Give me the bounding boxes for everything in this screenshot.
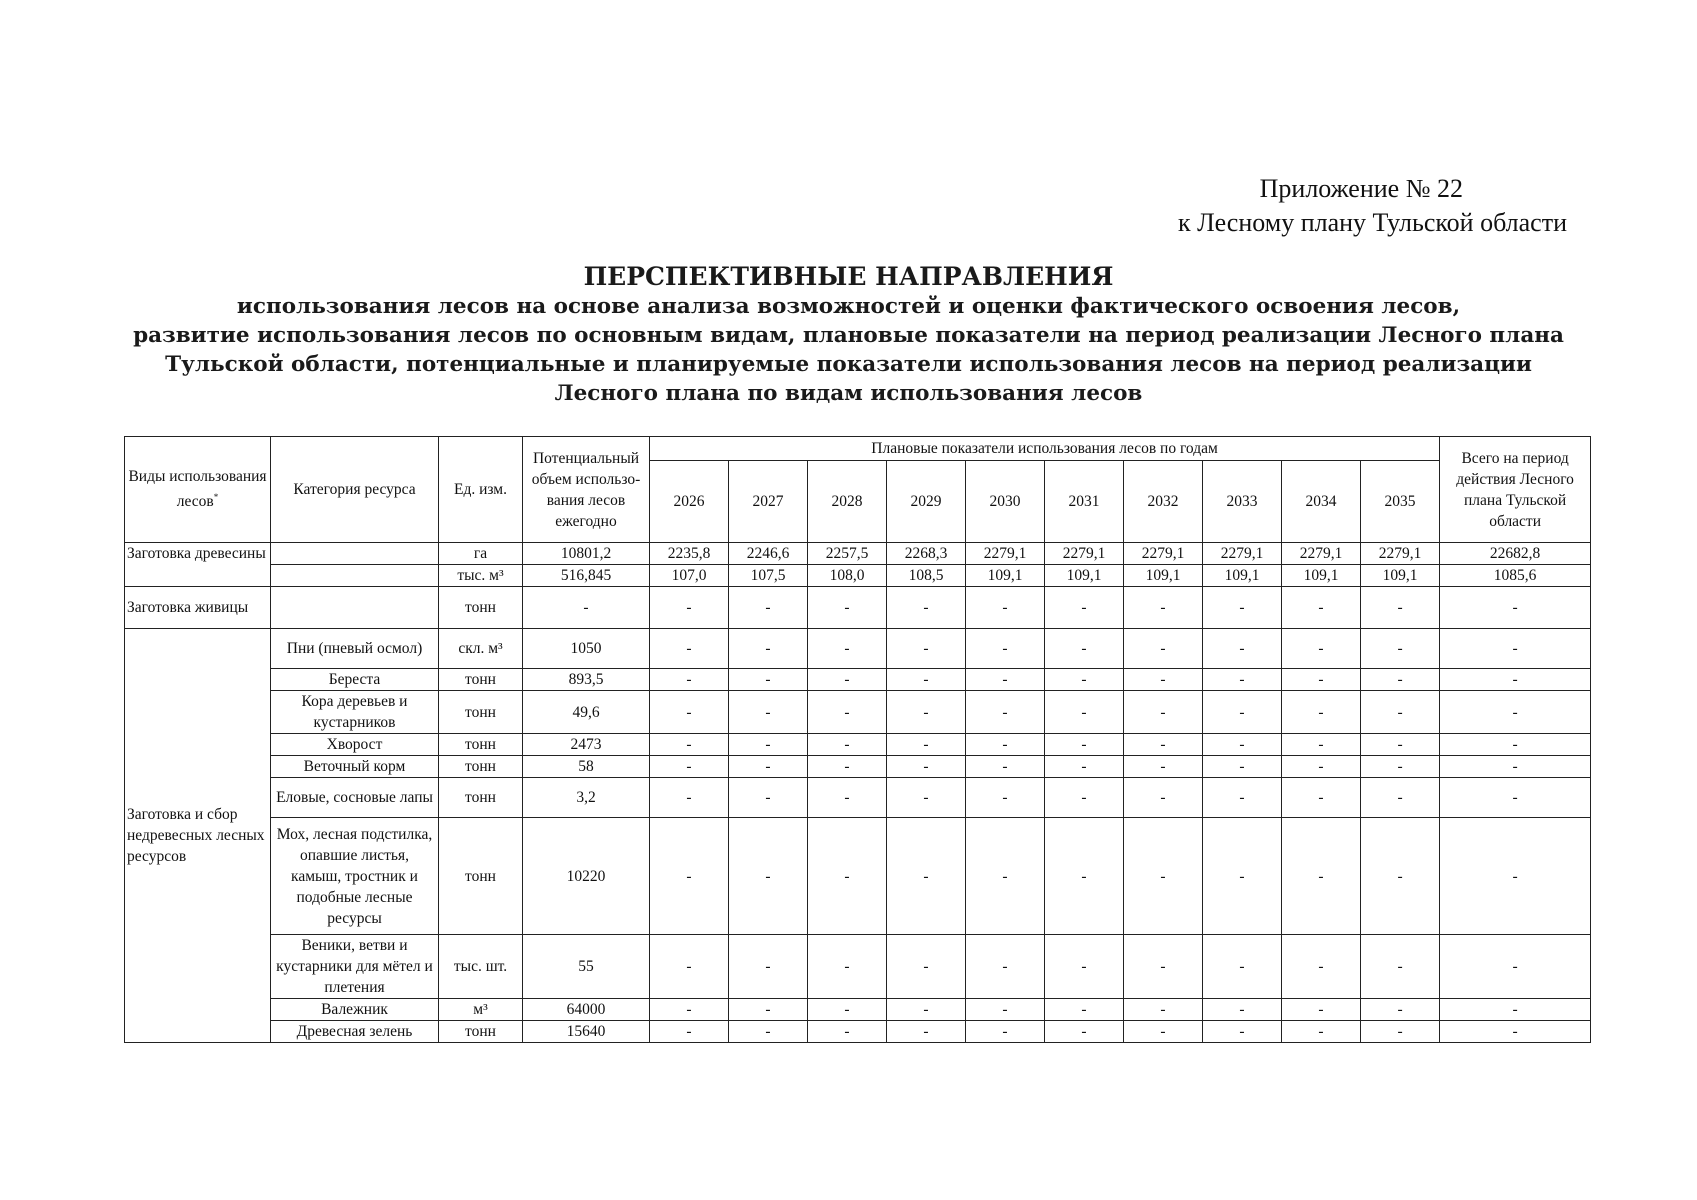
category-cell: Хворост	[271, 734, 439, 756]
header-year: 2035	[1361, 461, 1440, 543]
year-value-cell: -	[650, 778, 729, 818]
year-value-cell: -	[1203, 1021, 1282, 1043]
year-value-cell: -	[1045, 778, 1124, 818]
year-value-cell: -	[650, 669, 729, 691]
category-cell	[271, 587, 439, 629]
document-title	[100, 262, 1597, 408]
unit-cell: тонн	[439, 587, 523, 629]
year-value-cell: -	[1203, 669, 1282, 691]
unit-cell: тонн	[439, 669, 523, 691]
year-value-cell: 109,1	[1361, 565, 1440, 587]
year-value-cell: -	[729, 818, 808, 935]
appendix-number: Приложение № 22	[1259, 174, 1463, 203]
year-value-cell: 109,1	[1124, 565, 1203, 587]
category-cell: Кора деревьев и кустарников	[271, 691, 439, 734]
year-value-cell: -	[650, 734, 729, 756]
potential-cell: 10220	[523, 818, 650, 935]
year-value-cell: -	[1045, 669, 1124, 691]
year-value-cell: -	[1203, 999, 1282, 1021]
table-row	[125, 734, 1591, 756]
year-value-cell: -	[1124, 756, 1203, 778]
unit-cell: тыс. м³	[439, 565, 523, 587]
unit-cell: скл. м³	[439, 629, 523, 669]
year-value-cell: -	[1203, 691, 1282, 734]
year-value-cell: -	[1282, 587, 1361, 629]
year-value-cell: -	[1124, 691, 1203, 734]
year-value-cell: -	[1361, 629, 1440, 669]
year-value-cell: -	[1124, 669, 1203, 691]
unit-cell: тонн	[439, 1021, 523, 1043]
unit-cell: тонн	[439, 778, 523, 818]
year-value-cell: -	[808, 691, 887, 734]
year-value-cell: -	[650, 999, 729, 1021]
title-line-2: развитие использования лесов по основным видам, плановые показатели на период реализации Лесного плана	[133, 323, 1564, 348]
year-value-cell: -	[729, 778, 808, 818]
potential-cell: 64000	[523, 999, 650, 1021]
year-value-cell: 2279,1	[1045, 543, 1124, 565]
year-value-cell: -	[650, 756, 729, 778]
table-row	[125, 818, 1591, 935]
table-row	[125, 629, 1591, 669]
header-type: Виды использования лесов*	[125, 437, 271, 543]
year-value-cell: -	[1203, 935, 1282, 999]
year-value-cell: -	[1361, 691, 1440, 734]
year-value-cell: -	[650, 1021, 729, 1043]
potential-cell: 2473	[523, 734, 650, 756]
header-year: 2027	[729, 461, 808, 543]
year-value-cell: -	[1203, 587, 1282, 629]
year-value-cell: -	[887, 629, 966, 669]
year-value-cell: -	[650, 935, 729, 999]
header-category: Категория ресурса	[271, 437, 439, 543]
type-cell: Заготовка и сбор недревесных лесных ресурсов	[125, 629, 271, 1043]
total-cell: -	[1440, 935, 1591, 999]
total-cell: -	[1440, 1021, 1591, 1043]
year-value-cell: -	[1361, 999, 1440, 1021]
potential-cell: 3,2	[523, 778, 650, 818]
year-value-cell: -	[1045, 818, 1124, 935]
year-value-cell: -	[729, 587, 808, 629]
year-value-cell: -	[887, 587, 966, 629]
year-value-cell: 108,0	[808, 565, 887, 587]
header-year: 2029	[887, 461, 966, 543]
year-value-cell: -	[1124, 778, 1203, 818]
total-cell: -	[1440, 734, 1591, 756]
total-cell: -	[1440, 691, 1591, 734]
year-value-cell: -	[1124, 734, 1203, 756]
year-value-cell: -	[650, 818, 729, 935]
year-value-cell: -	[808, 818, 887, 935]
year-value-cell: -	[729, 756, 808, 778]
year-value-cell: -	[1282, 669, 1361, 691]
type-cell: Заготовка живицы	[125, 587, 271, 629]
year-value-cell: 2279,1	[1203, 543, 1282, 565]
year-value-cell: -	[729, 999, 808, 1021]
year-value-cell: -	[887, 935, 966, 999]
total-cell: -	[1440, 629, 1591, 669]
year-value-cell: -	[1045, 1021, 1124, 1043]
year-value-cell: -	[1361, 669, 1440, 691]
table-row	[125, 691, 1591, 734]
year-value-cell: -	[808, 999, 887, 1021]
year-value-cell: 109,1	[966, 565, 1045, 587]
year-value-cell: -	[650, 587, 729, 629]
year-value-cell: -	[1045, 691, 1124, 734]
year-value-cell: -	[1361, 778, 1440, 818]
year-value-cell: -	[729, 734, 808, 756]
unit-cell: тонн	[439, 756, 523, 778]
table-row	[125, 565, 1591, 587]
year-value-cell: -	[1124, 818, 1203, 935]
table-row	[125, 756, 1591, 778]
year-value-cell: -	[966, 691, 1045, 734]
year-value-cell: -	[1124, 1021, 1203, 1043]
header-year: 2034	[1282, 461, 1361, 543]
year-value-cell: -	[1282, 999, 1361, 1021]
potential-cell: 516,845	[523, 565, 650, 587]
year-value-cell: 107,5	[729, 565, 808, 587]
unit-cell: тонн	[439, 734, 523, 756]
potential-cell: 10801,2	[523, 543, 650, 565]
year-value-cell: -	[887, 691, 966, 734]
year-value-cell: -	[1361, 587, 1440, 629]
header-year: 2030	[966, 461, 1045, 543]
total-cell: 22682,8	[1440, 543, 1591, 565]
category-cell: Древесная зелень	[271, 1021, 439, 1043]
year-value-cell: -	[887, 669, 966, 691]
year-value-cell: -	[1045, 587, 1124, 629]
header-year: 2033	[1203, 461, 1282, 543]
year-value-cell: 2279,1	[1361, 543, 1440, 565]
header-year: 2026	[650, 461, 729, 543]
year-value-cell: -	[1282, 756, 1361, 778]
table-row	[125, 935, 1591, 999]
year-value-cell: 109,1	[1045, 565, 1124, 587]
year-value-cell: -	[966, 756, 1045, 778]
category-cell: Пни (пневый осмол)	[271, 629, 439, 669]
year-value-cell: -	[808, 935, 887, 999]
year-value-cell: -	[887, 1021, 966, 1043]
year-value-cell: -	[966, 778, 1045, 818]
category-cell: Валежник	[271, 999, 439, 1021]
title-line-1: использования лесов на основе анализа возможностей и оценки фактического освоения лесов,	[236, 294, 1461, 319]
category-cell	[271, 543, 439, 565]
total-cell: 1085,6	[1440, 565, 1591, 587]
table-row	[125, 587, 1591, 629]
table-row	[125, 543, 1591, 565]
table-row	[125, 1021, 1591, 1043]
year-value-cell: -	[1361, 734, 1440, 756]
year-value-cell: -	[1045, 629, 1124, 669]
year-value-cell: 2268,3	[887, 543, 966, 565]
year-value-cell: -	[808, 629, 887, 669]
category-cell: Еловые, сосновые лапы	[271, 778, 439, 818]
year-value-cell: -	[1361, 818, 1440, 935]
category-cell: Береста	[271, 669, 439, 691]
year-value-cell: -	[650, 691, 729, 734]
header-year: 2032	[1124, 461, 1203, 543]
year-value-cell: -	[1282, 935, 1361, 999]
year-value-cell: -	[808, 734, 887, 756]
appendix-reference	[1178, 172, 1567, 240]
year-value-cell: 109,1	[1282, 565, 1361, 587]
year-value-cell: 108,5	[887, 565, 966, 587]
unit-cell: тонн	[439, 818, 523, 935]
year-value-cell: -	[1124, 629, 1203, 669]
appendix-subtitle: к Лесному плану Тульской области	[1178, 208, 1567, 237]
year-value-cell: -	[1282, 818, 1361, 935]
title-line-4: Лесного плана по видам использования лесов	[554, 381, 1143, 406]
table-row	[125, 669, 1591, 691]
year-value-cell: -	[966, 999, 1045, 1021]
year-value-cell: -	[808, 669, 887, 691]
year-value-cell: -	[887, 734, 966, 756]
header-row	[125, 437, 1591, 461]
category-cell: Веники, ветви и кустарники для мётел и плетения	[271, 935, 439, 999]
year-value-cell: -	[808, 1021, 887, 1043]
year-value-cell: -	[1124, 935, 1203, 999]
year-value-cell: -	[1045, 756, 1124, 778]
year-value-cell: -	[887, 778, 966, 818]
forest-use-table	[124, 436, 1591, 1043]
year-value-cell: -	[808, 587, 887, 629]
table-row	[125, 778, 1591, 818]
category-cell	[271, 565, 439, 587]
year-value-cell: 2279,1	[1124, 543, 1203, 565]
year-value-cell: -	[1124, 999, 1203, 1021]
category-cell: Веточный корм	[271, 756, 439, 778]
title-main: ПЕРСПЕКТИВНЫЕ НАПРАВЛЕНИЯ	[583, 262, 1114, 291]
header-total: Всего на период действия Лесного плана Тульской области	[1440, 437, 1591, 543]
total-cell: -	[1440, 818, 1591, 935]
year-value-cell: -	[966, 935, 1045, 999]
header-year: 2031	[1045, 461, 1124, 543]
year-value-cell: -	[1361, 935, 1440, 999]
year-value-cell: -	[729, 669, 808, 691]
table-row	[125, 999, 1591, 1021]
type-cell: Заготовка древесины	[125, 543, 271, 587]
header-plan: Плановые показатели использования лесов по годам	[650, 437, 1440, 461]
year-value-cell: -	[966, 734, 1045, 756]
year-value-cell: -	[1282, 778, 1361, 818]
potential-cell: 49,6	[523, 691, 650, 734]
year-value-cell: -	[1282, 1021, 1361, 1043]
year-value-cell: 109,1	[1203, 565, 1282, 587]
year-value-cell: -	[1282, 629, 1361, 669]
year-value-cell: -	[1203, 756, 1282, 778]
year-value-cell: -	[1203, 778, 1282, 818]
potential-cell: 15640	[523, 1021, 650, 1043]
year-value-cell: 107,0	[650, 565, 729, 587]
year-value-cell: -	[887, 818, 966, 935]
total-cell: -	[1440, 756, 1591, 778]
total-cell: -	[1440, 778, 1591, 818]
year-value-cell: -	[1203, 629, 1282, 669]
year-value-cell: -	[808, 778, 887, 818]
title-line-3: Тульской области, потенциальные и планируемые показатели использования лесов на период реализации	[165, 352, 1532, 377]
year-value-cell: -	[1203, 734, 1282, 756]
year-value-cell: -	[966, 587, 1045, 629]
year-value-cell: -	[729, 935, 808, 999]
total-cell: -	[1440, 587, 1591, 629]
year-value-cell: -	[887, 999, 966, 1021]
category-cell: Мох, лесная подстилка, опавшие листья, камыш, тростник и подобные лесные ресурсы	[271, 818, 439, 935]
potential-cell: 1050	[523, 629, 650, 669]
header-year: 2028	[808, 461, 887, 543]
year-value-cell: 2257,5	[808, 543, 887, 565]
year-value-cell: 2279,1	[1282, 543, 1361, 565]
year-value-cell: -	[729, 629, 808, 669]
year-value-cell: 2279,1	[966, 543, 1045, 565]
year-value-cell: -	[1282, 734, 1361, 756]
year-value-cell: -	[1045, 734, 1124, 756]
year-value-cell: -	[1282, 691, 1361, 734]
total-cell: -	[1440, 669, 1591, 691]
year-value-cell: -	[1361, 756, 1440, 778]
year-value-cell: -	[1045, 999, 1124, 1021]
year-value-cell: -	[650, 629, 729, 669]
year-value-cell: -	[729, 1021, 808, 1043]
year-value-cell: -	[966, 818, 1045, 935]
year-value-cell: 2246,6	[729, 543, 808, 565]
unit-cell: га	[439, 543, 523, 565]
year-value-cell: 2235,8	[650, 543, 729, 565]
header-unit: Ед. изм.	[439, 437, 523, 543]
year-value-cell: -	[966, 1021, 1045, 1043]
year-value-cell: -	[1361, 1021, 1440, 1043]
unit-cell: м³	[439, 999, 523, 1021]
year-value-cell: -	[966, 669, 1045, 691]
year-value-cell: -	[1203, 818, 1282, 935]
total-cell: -	[1440, 999, 1591, 1021]
unit-cell: тонн	[439, 691, 523, 734]
year-value-cell: -	[1045, 935, 1124, 999]
potential-cell: -	[523, 587, 650, 629]
unit-cell: тыс. шт.	[439, 935, 523, 999]
potential-cell: 55	[523, 935, 650, 999]
year-value-cell: -	[1124, 587, 1203, 629]
year-value-cell: -	[887, 756, 966, 778]
potential-cell: 893,5	[523, 669, 650, 691]
potential-cell: 58	[523, 756, 650, 778]
header-potential: Потенциальный объем использо-вания лесов ежегодно	[523, 437, 650, 543]
year-value-cell: -	[808, 756, 887, 778]
year-value-cell: -	[966, 629, 1045, 669]
year-value-cell: -	[729, 691, 808, 734]
